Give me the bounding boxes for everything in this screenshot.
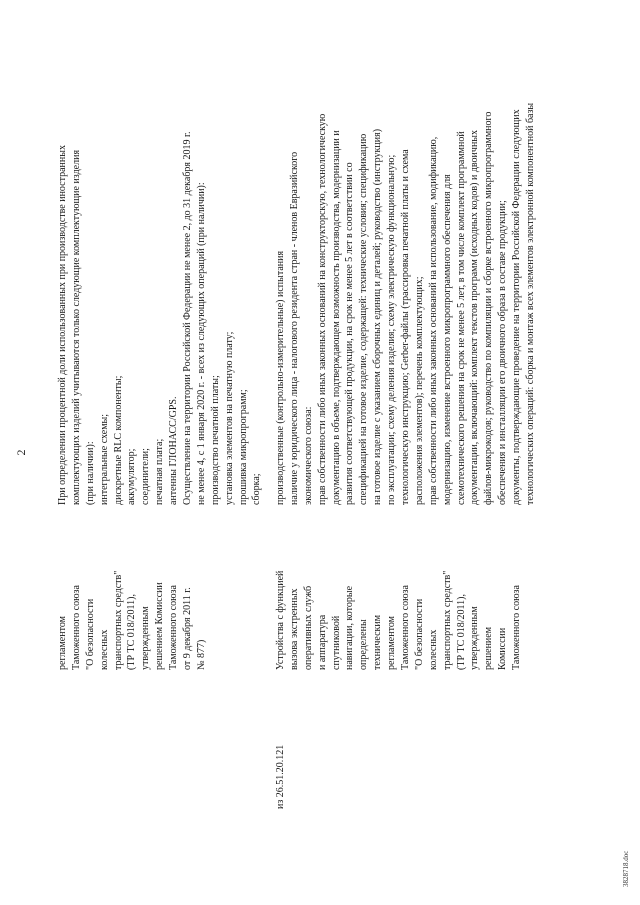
row2-condition-line: технологических операций: сборка и монтаж всех элементов электронной компонентной базы: [525, 102, 537, 505]
row2-name-line: вызова экстренных: [288, 588, 300, 670]
row2-name-line: Таможенного союза: [511, 585, 523, 670]
row2-name-line: решением: [483, 626, 495, 670]
row1-condition-line: интегральные схемы;: [98, 413, 110, 505]
row2-name-line: техническим: [372, 614, 384, 670]
row2-name-line: утвержденным: [469, 606, 481, 670]
row2-product-name: [274, 520, 524, 670]
row2-condition-line: схемотехнического решения на срок не менее 5 лет, в том числе комплект программной: [455, 131, 467, 505]
row2-name-line: навигации, которые: [344, 585, 356, 670]
row1-condition-line: не менее 4, с 1 января 2020 г. - всех из следующих операций (при наличии):: [195, 182, 207, 505]
row2-conditions: [274, 75, 538, 505]
row2-name-line: колесных: [427, 629, 439, 670]
row1-condition-line: антенны ГЛОНАСС/GPS.: [168, 396, 180, 505]
row1-product-name: [56, 520, 209, 670]
row2-condition-line: прав собственности либо иных законных оснований на конструкторскую, технологическую: [316, 113, 328, 505]
row1-condition-line: (при наличии):: [84, 441, 96, 505]
row2-name-line: (ТР ТС 018/2011),: [455, 593, 467, 670]
row2-condition-line: производственные (контрольно-измерительные) испытания: [275, 250, 286, 505]
row1-condition-line: комплектующих изделий учитываются только следующие комплектующие изделия: [70, 149, 82, 505]
row1-name-line: транспортных средств": [112, 570, 124, 670]
row1-name-line: № 877): [195, 639, 207, 670]
row2-condition-line: файлов-микрокодов; руководство по компиляции и сборке встроенного микропрограммного: [483, 111, 495, 505]
row1-condition-line: производство печатной платы;: [209, 375, 221, 505]
row2-condition-line: модернизацию, изменение встроенного микропрограммного обеспечения для: [441, 174, 453, 505]
row1-condition-line: аккумулятор;: [126, 448, 138, 505]
row1-condition-line: соединители;: [140, 448, 152, 505]
row1-condition-line: установка элементов на печатную плату;: [223, 331, 235, 505]
row2-name-line: транспортных средств": [441, 570, 453, 670]
row1-condition-line: Осуществление на территории Российской Федерации не менее 2, до 31 декабря 2019 г.: [182, 131, 194, 505]
row2-name-line: и аппаратура: [316, 614, 328, 670]
row2-condition-line: экономического союза:: [302, 406, 314, 505]
row1-name-line: утвержденным: [140, 606, 152, 670]
row2-condition-line: документы, подтверждающие проведение на территории Российской Федерации следующих: [511, 109, 523, 505]
row2-condition-line: спецификацией на готовое изделие, содержащей: технические условия; спецификацию: [358, 133, 370, 505]
row2-name-line: Таможенного союза: [400, 585, 412, 670]
row2-condition-line: обеспечения и инсталляции его двоичного образа в составе продукции;: [497, 200, 509, 505]
row2-condition-line: технологическую инструкцию; Gerber-файлы (трассировка печатной платы и схема: [400, 149, 412, 505]
document-filename: 3828718.doc: [622, 850, 630, 887]
row1-name-line: от 9 декабря 2011 г.: [182, 587, 194, 670]
row1-condition-line: дискретные RLC компоненты;: [112, 375, 124, 505]
row1-condition-line: При определении процентной доли использованных при производстве иностранных: [57, 145, 68, 505]
row2-condition-line: документацию в объеме, подтверждающем возможность производства, модернизации и: [330, 130, 342, 505]
row1-condition-line: сборка;: [251, 473, 263, 505]
row2-condition-line: развития соответствующей продукции, на срок не менее 5 лет в соответствии со: [344, 162, 356, 505]
row2-condition-line: документации, включающий: комплект текстов программ (исходных кодов) и двоичных: [469, 129, 481, 505]
row1-name-line: регламентом: [57, 616, 68, 670]
row1-name-line: Таможенного союза: [168, 585, 180, 670]
row1-name-line: Таможенного союза: [70, 585, 82, 670]
row1-condition-line: прошивка микропрограмм;: [237, 389, 249, 505]
row2-name-line: "О безопасности: [413, 598, 425, 670]
row1-conditions: [56, 75, 264, 505]
row1-condition-line: печатная плата;: [154, 438, 166, 505]
row1-name-line: (ТР ТС 018/2011),: [126, 593, 138, 670]
row2-condition-line: расположения элементов); перечень комплектующих;: [413, 276, 425, 505]
row2-name-line: Комиссии: [497, 627, 509, 670]
row2-condition-line: по эксплуатации; схему деления изделия; схему электрическую функциональную;: [386, 154, 398, 505]
row2-name-line: определены: [358, 619, 370, 670]
row2-name-line: оперативных служб: [302, 585, 314, 670]
row2-okpd-code: из 26.51.20.121: [275, 744, 286, 809]
row1-name-line: колесных: [98, 629, 110, 670]
row2-condition-line: прав собственности либо иных законных оснований на использование, модификацию,: [427, 136, 439, 505]
row2-condition-line: наличие у юридического лица - налогового резидента стран - членов Евразийского: [288, 151, 300, 505]
row2-condition-line: на готовое изделие с указанием сборочных единиц и деталей; руководство (инструкция): [372, 128, 384, 505]
row1-name-line: решением Комиссии: [154, 582, 166, 670]
row2-name-line: спутниковой: [330, 615, 342, 670]
row1-name-line: "О безопасности: [84, 598, 96, 670]
row2-name-line: регламентом: [386, 616, 398, 670]
page-number: 2: [14, 449, 28, 456]
row2-name-line: Устройства с функцией: [275, 570, 286, 670]
